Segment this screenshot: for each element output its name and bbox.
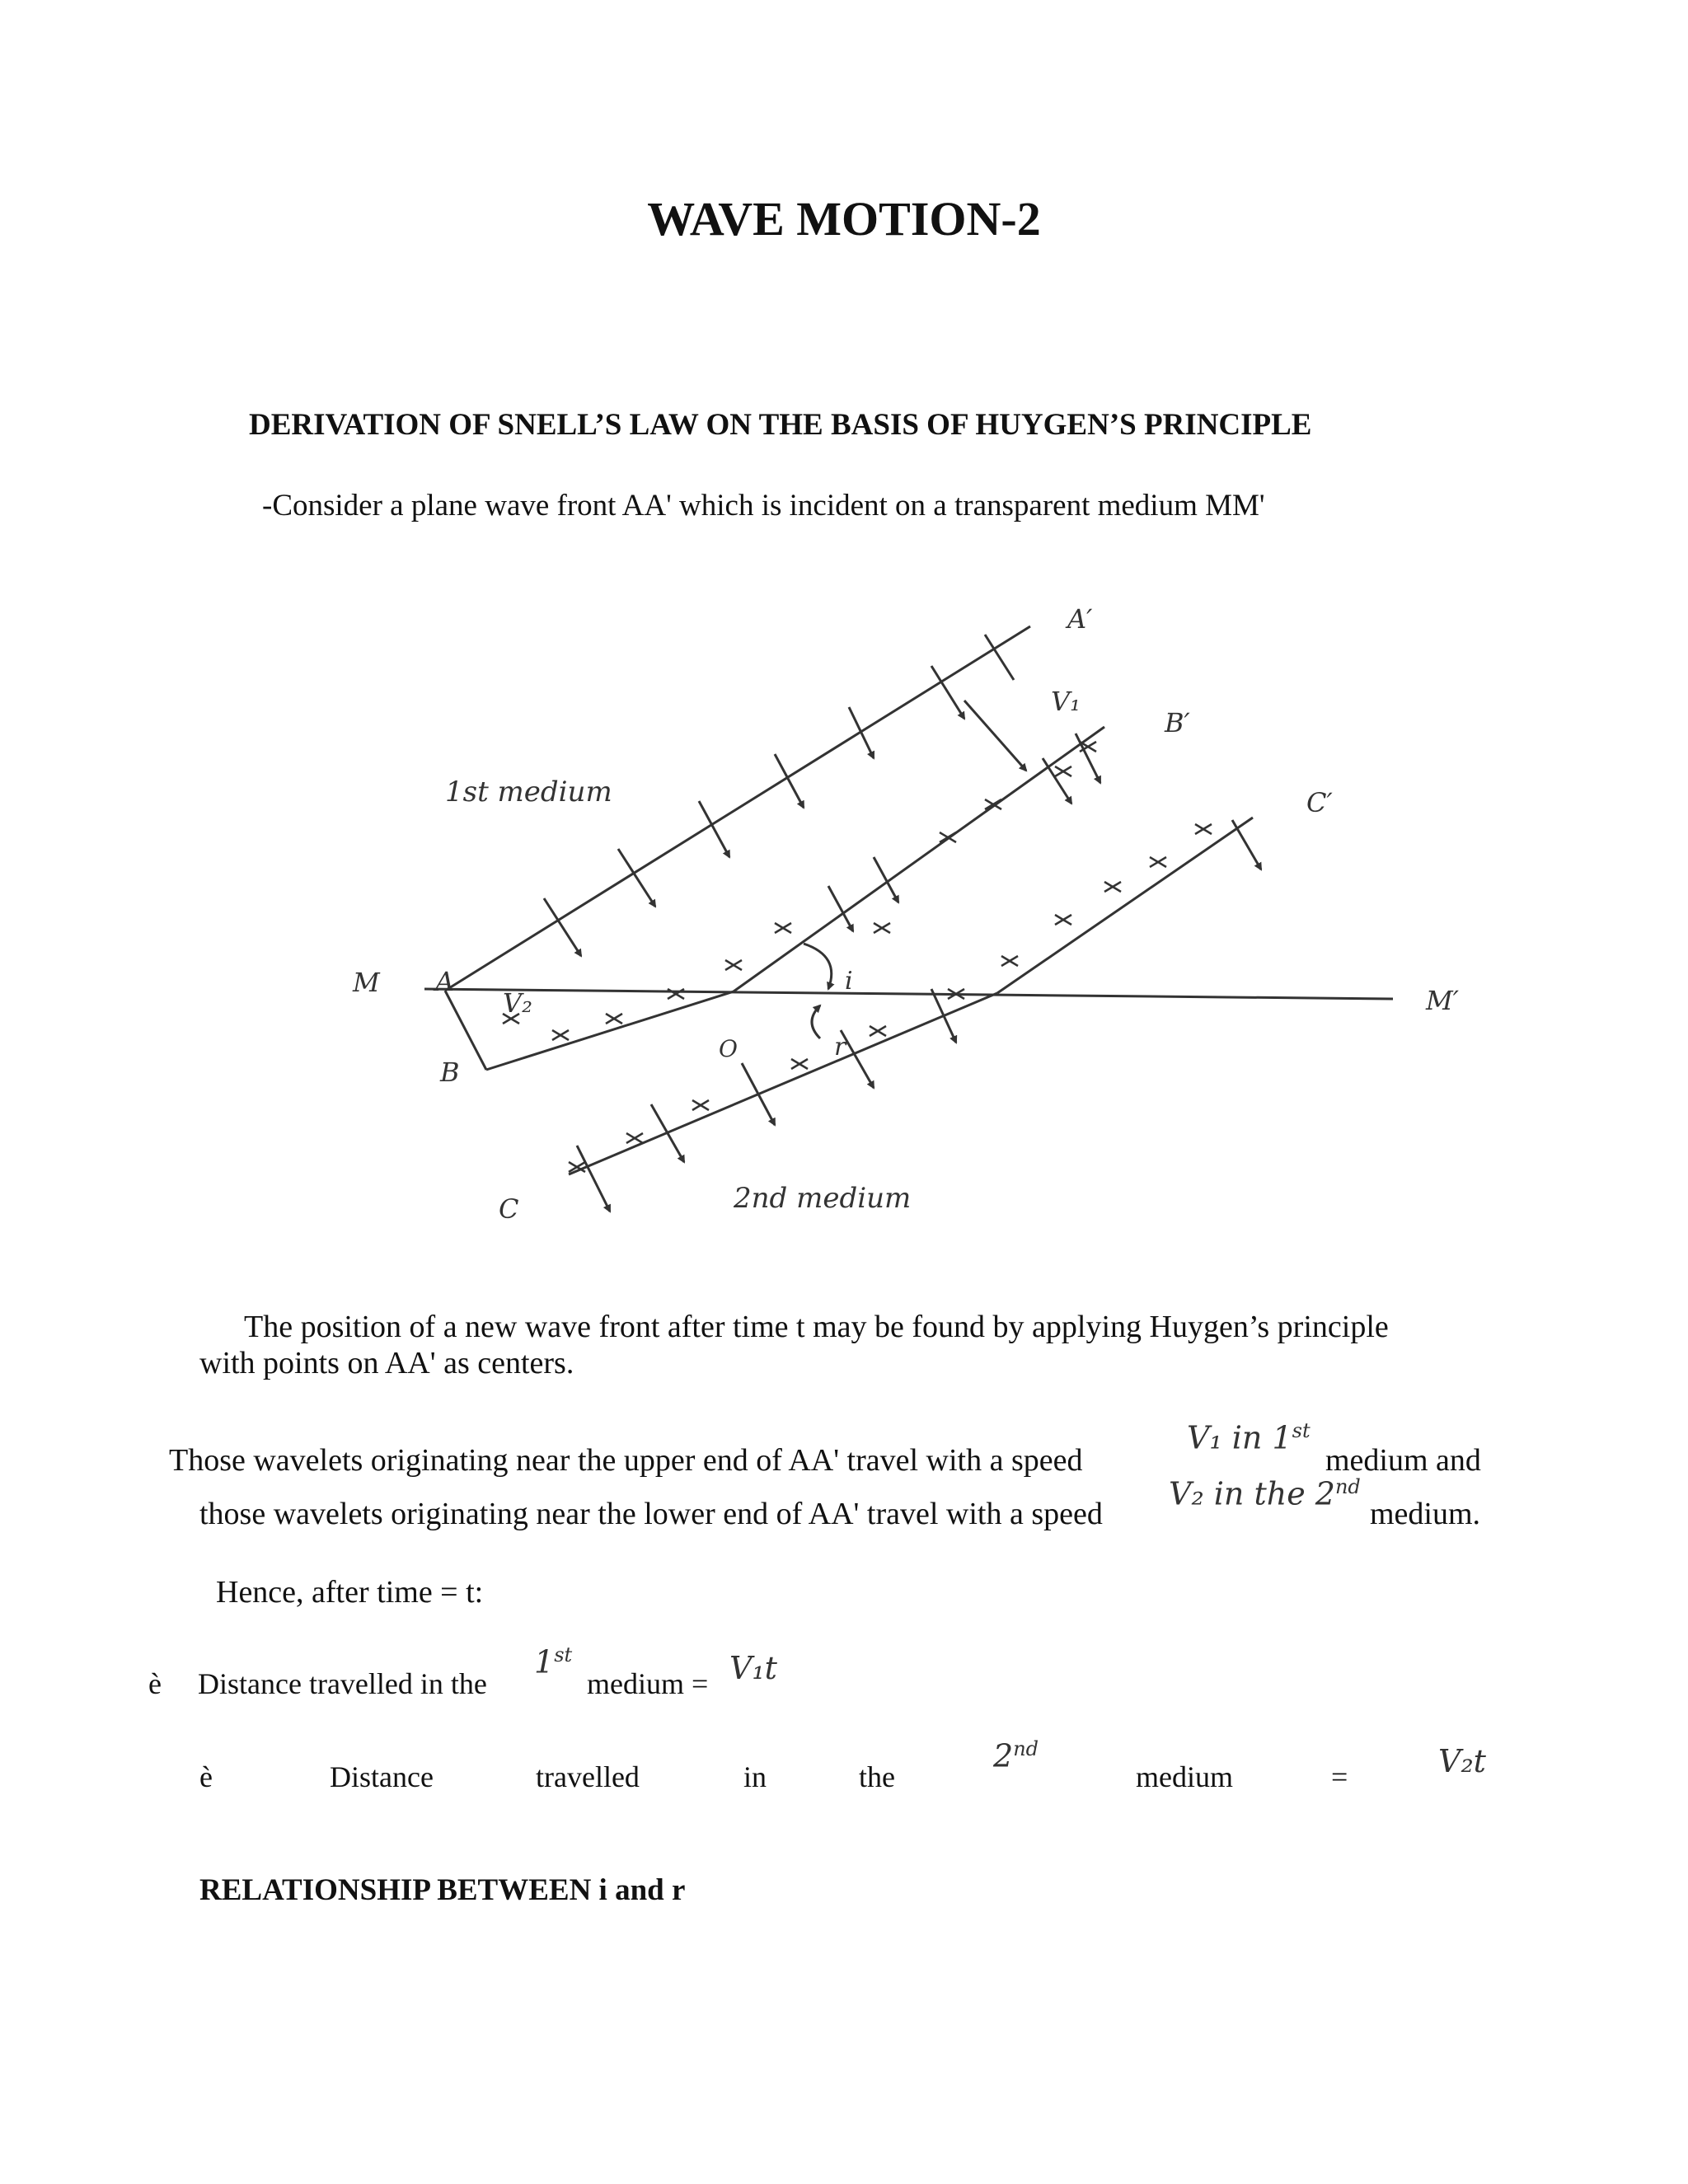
interface-line [424,989,1393,999]
para2-line2 [199,1496,1103,1532]
page-title: WAVE MOTION-2 [647,192,1041,246]
bullet1-ordinal: 1st [534,1643,573,1680]
label-C: C [499,1193,519,1225]
wavefront-CC [569,993,997,1174]
label-A-prime: A′ [1067,603,1093,635]
bullet2-word-in: in [743,1760,767,1793]
bullet2-word-distance: Distance [330,1760,434,1793]
label-V1: V₁ [1051,686,1081,717]
label-medium-1: 1st medium [445,776,612,808]
para2-line1 [169,1442,1083,1479]
label-B-prime: B′ [1165,707,1190,738]
bullet2-word-the: the [859,1760,895,1793]
bullet2-word-travelled: travelled [536,1760,640,1793]
section-heading: DERIVATION OF SNELL’S LAW ON THE BASIS OF HUYGEN’S PRINCIPLE [249,408,1312,442]
v1-math: V₁ in 1st [1187,1419,1311,1456]
bullet1-text: Distance travelled in the [198,1667,487,1700]
bullet2-marker: è [199,1760,213,1793]
bullet1-value: V₁t [729,1650,777,1686]
label-M-prime: M′ [1426,985,1460,1016]
bullet2-value: V₂t [1438,1743,1486,1779]
para1-line1: The position of a new wave front after time t may be found by applying Huygen’s principle [244,1310,1389,1344]
label-V2: V₂ [503,987,532,1019]
para2-line1-text: Those wavelets originating near the upper end of AA' travel with a speed [169,1443,1083,1478]
bullet2-word-medium: medium [1136,1760,1233,1793]
para1-line2: with points on AA' as centers. [199,1346,574,1380]
para2-line2-text: those wavelets originating near the lower end of AA' travel with a speed [199,1497,1103,1531]
intro-text: -Consider a plane wave front AA' which is incident on a transparent medium MM' [262,489,1265,523]
label-M: M [353,967,380,998]
wavefront-AA [445,626,1030,991]
v2-math: V₂ in the 2nd [1169,1475,1361,1512]
bullet2-equals: = [1331,1760,1348,1793]
para2-line2-end: medium. [1370,1497,1481,1531]
bullet1-rest: medium = [587,1667,709,1700]
bullet1-marker: è [148,1667,162,1700]
label-B: B [440,1057,460,1088]
label-A: A [435,966,455,997]
bullet2-ordinal: 2nd [993,1737,1039,1774]
hence-text: Hence, after time = t: [216,1575,484,1610]
label-C-prime: C′ [1306,787,1333,818]
label-O: O [719,1035,738,1062]
label-r: r [834,1033,846,1062]
label-medium-2: 2nd medium [734,1182,912,1215]
section-heading-relationship: RELATIONSHIP BETWEEN i and r [199,1873,686,1907]
label-i: i [845,967,853,996]
para2-line1-end: medium and [1325,1443,1481,1478]
